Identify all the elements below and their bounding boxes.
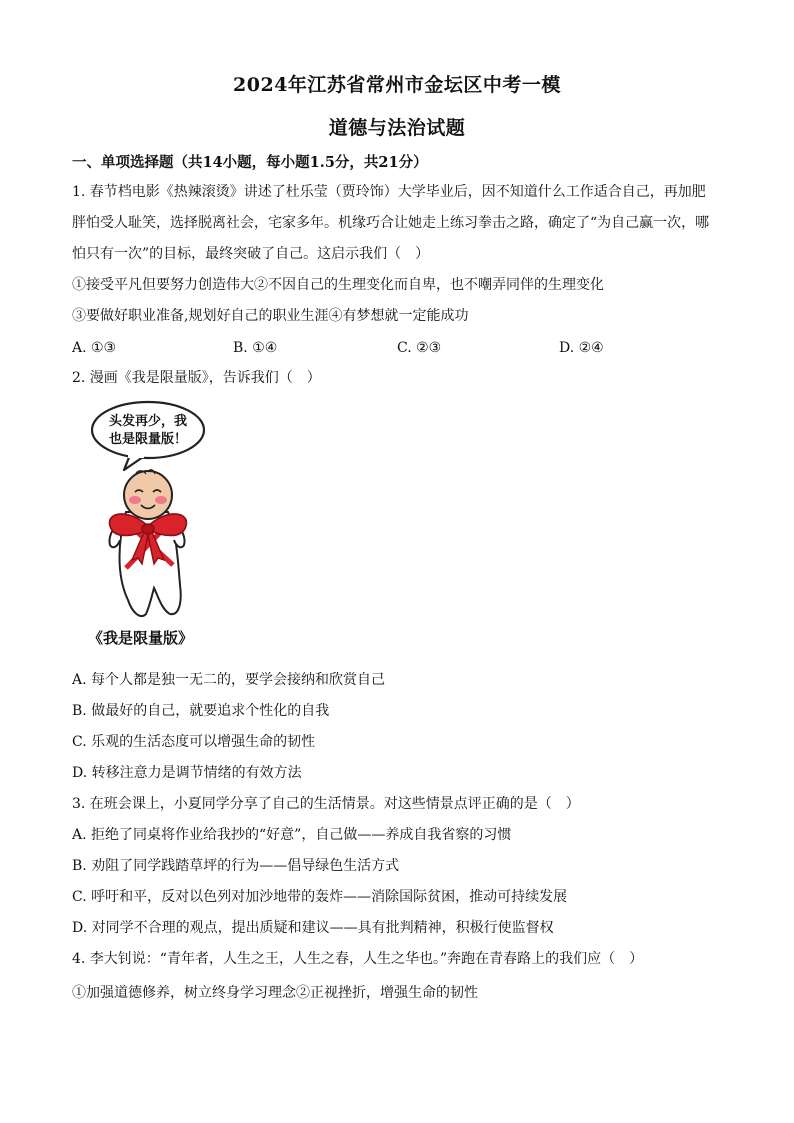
- cartoon-character: [109, 470, 186, 616]
- q1-option-a: A. ①③: [72, 340, 117, 356]
- q2-option-b: B. 做最好的自己，就要追求个性化的自我: [72, 703, 330, 719]
- cartoon-caption: 《我是限量版》: [88, 629, 194, 647]
- q1-stem-line-3: 怕只有一次”的目标，最终突破了自己。这启示我们（ ）: [72, 246, 430, 262]
- q3-option-b: B. 劝阻了同学践踏草坪的行为——倡导绿色生活方式: [72, 858, 400, 874]
- q2-option-a: A. 每个人都是独一无二的，要学会接纳和欣赏自己: [72, 672, 386, 688]
- q2-stem: 2. 漫画《我是限量版》，告诉我们（ ）: [72, 370, 321, 386]
- speech-bubble: [92, 402, 204, 470]
- bubble-text-line-1: 头发再少，我: [108, 414, 188, 429]
- q2-option-c: C. 乐观的生活态度可以增强生命的韧性: [72, 734, 316, 750]
- q1-option-b: B. ①④: [233, 340, 278, 356]
- q1-option-c: C. ②③: [397, 340, 442, 356]
- document-subtitle: 道德与法治试题: [328, 117, 466, 139]
- document-title: 2024年江苏省常州市金坛区中考一模: [233, 74, 561, 96]
- q1-statement-1: ①接受平凡但要努力创造伟大②不因自己的生理变化而自卑，也不嘲弄同伴的生理变化: [72, 277, 604, 293]
- bubble-text-line-2: 也是限量版！: [108, 432, 188, 447]
- q2-option-d: D. 转移注意力是调节情绪的有效方法: [72, 765, 302, 781]
- q3-option-c: C. 呼吁和平，反对以色列对加沙地带的轰炸——消除国际贫困，推动可持续发展: [72, 889, 568, 905]
- section-heading: 一、单项选择题（共14小题，每小题1.5分，共21分）: [72, 154, 428, 171]
- q3-stem: 3. 在班会课上，小夏同学分享了自己的生活情景。对这些情景点评正确的是（ ）: [72, 796, 580, 812]
- q4-stem: 4. 李大钊说：“青年者，人生之王，人生之春，人生之华也。”奔跑在青春路上的我们应（ ）: [72, 951, 644, 967]
- q3-option-a: A. 拒绝了同桌将作业给我抄的“好意”，自己做——养成自我省察的习惯: [72, 827, 512, 843]
- q1-stem-line-1: 1. 春节档电影《热辣滚烫》讲述了杜乐莹（贾玲饰）大学毕业后，因不知道什么工作适合自己，再加肥: [72, 184, 706, 200]
- q4-statement-1: ①加强道德修养，树立终身学习理念②正视挫折，增强生命的韧性: [72, 985, 478, 1001]
- cartoon-limited-edition: [88, 400, 238, 625]
- q3-option-d: D. 对同学不合理的观点，提出质疑和建议——具有批判精神，积极行使监督权: [72, 920, 554, 936]
- q1-option-d: D. ②④: [559, 340, 604, 356]
- q1-stem-line-2: 胖怕受人耻笑，选择脱离社会，宅家多年。机缘巧合让她走上练习拳击之路，确定了“为自己赢一次，哪: [72, 215, 710, 231]
- q1-statement-2: ③要做好职业准备,规划好自己的职业生涯④有梦想就一定能成功: [72, 308, 469, 324]
